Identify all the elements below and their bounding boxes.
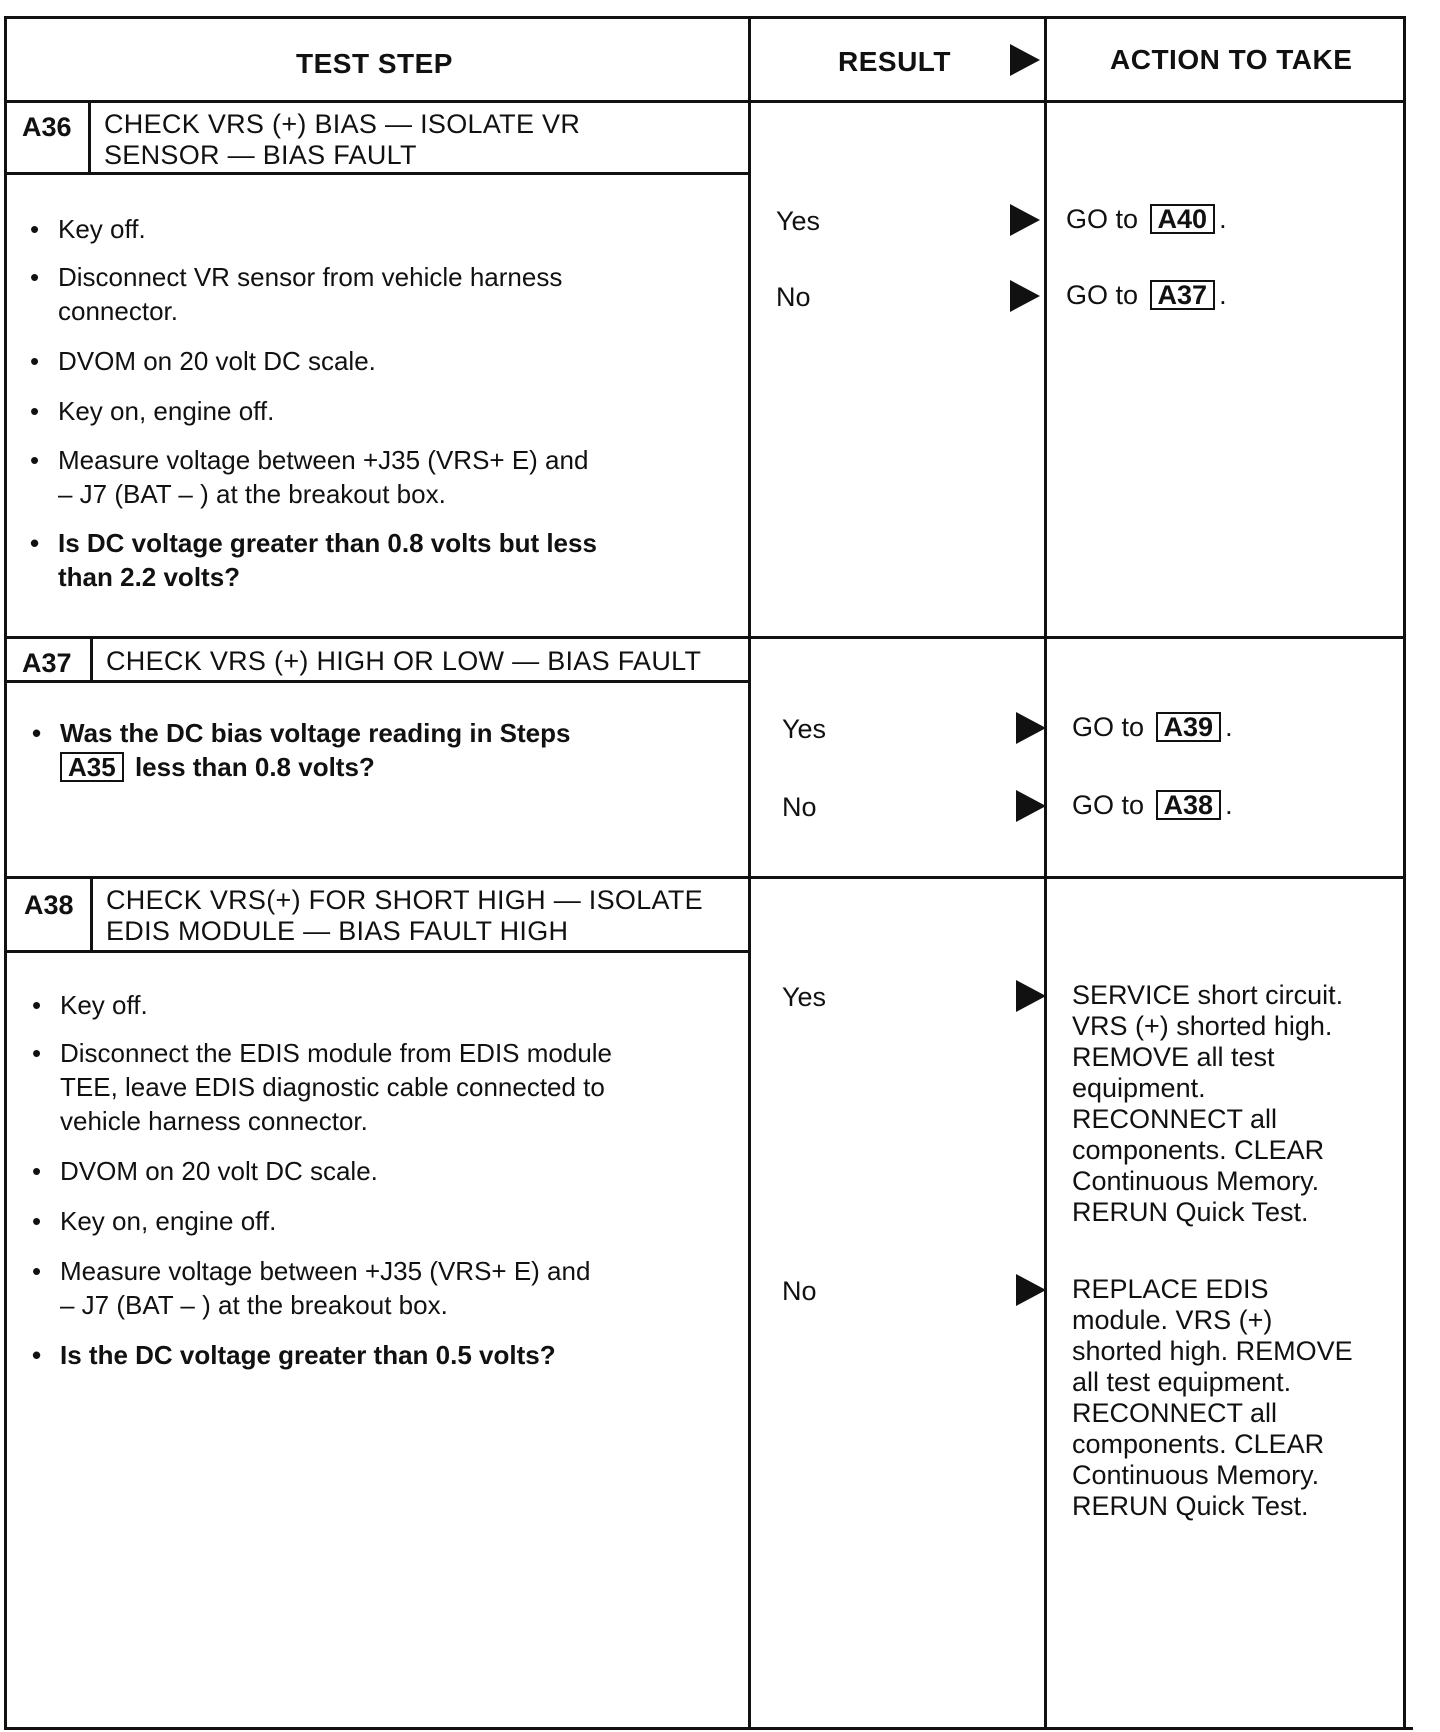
a37-section-bottom	[4, 876, 1406, 879]
result-no-a36: No	[776, 282, 811, 312]
header-test-step: TEST STEP	[296, 48, 453, 79]
step-ref-a35[interactable]: A35	[60, 752, 124, 782]
table-right-border	[1403, 16, 1406, 1730]
action-a38-no: REPLACE EDIS module. VRS (+) shorted high. REMOVE all test equipment. RECONNECT all components. CLEAR Continuous Memory. RERUN Quick Test.	[1072, 1274, 1353, 1521]
step-title-line: EDIS MODULE — BIAS FAULT HIGH	[106, 916, 569, 946]
bullet-dvom-scale: • DVOM on 20 volt DC scale.	[58, 344, 376, 378]
step-title-line: CHECK VRS(+) FOR SHORT HIGH — ISOLATE	[106, 885, 703, 915]
table-bottom-border	[4, 1727, 1413, 1730]
step-id-a38: A38	[24, 890, 74, 920]
bullet-disconnect-vr: • Disconnect VR sensor from vehicle harness connector.	[58, 260, 562, 328]
a37-id-divider	[90, 636, 93, 682]
a37-title-bottom	[4, 680, 748, 683]
table-top-border	[4, 16, 1406, 19]
step-ref-a37[interactable]: A37	[1150, 280, 1216, 310]
action-a36-no: GO to A37 .	[1066, 280, 1227, 310]
bullet-question-a37: • Was the DC bias voltage reading in Steps A35 less than 0.8 volts?	[60, 716, 570, 784]
bullet-key-on: • Key on, engine off.	[60, 1204, 276, 1238]
step-ref-a38[interactable]: A38	[1156, 790, 1222, 820]
bullet-key-on: • Key on, engine off.	[58, 394, 274, 428]
bullet-key-off: • Key off.	[58, 212, 146, 246]
result-arrow-icon	[1016, 712, 1046, 744]
result-arrow-icon	[1016, 1274, 1046, 1306]
step-title-a36	[104, 109, 580, 171]
a36-title-bottom	[4, 172, 748, 175]
step-title-a37	[106, 646, 701, 677]
action-a37-no: GO to A38 .	[1072, 790, 1233, 820]
result-yes-a37: Yes	[782, 714, 827, 744]
bullet-disconnect-edis: • Disconnect the EDIS module from EDIS module TEE, leave EDIS diagnostic cable connected to vehicle harness connector.	[60, 1036, 612, 1138]
action-a36-yes: GO to A40 .	[1066, 204, 1227, 234]
header-action: ACTION TO TAKE	[1110, 44, 1353, 75]
result-arrow-icon	[1010, 280, 1040, 312]
step-ref-a39[interactable]: A39	[1156, 712, 1222, 742]
result-no-a37: No	[782, 792, 817, 822]
bullet-question-a36: • Is DC voltage greater than 0.8 volts but less than 2.2 volts?	[58, 526, 597, 594]
result-yes-a38: Yes	[782, 982, 827, 1012]
result-arrow-icon	[1016, 790, 1046, 822]
step-id-a36: A36	[22, 112, 72, 142]
column-divider-action	[1044, 16, 1047, 1730]
step-title-line: CHECK VRS (+) BIAS — ISOLATE VR	[104, 109, 581, 139]
step-title-line: SENSOR — BIAS FAULT	[104, 140, 417, 170]
a36-section-bottom	[4, 636, 1406, 639]
bullet-measure-voltage: • Measure voltage between +J35 (VRS+ E) and – J7 (BAT – ) at the breakout box.	[58, 443, 588, 511]
result-no-a38: No	[782, 1276, 817, 1306]
bullet-measure-voltage: • Measure voltage between +J35 (VRS+ E) and – J7 (BAT – ) at the breakout box.	[60, 1254, 590, 1322]
step-id-a37: A37	[22, 648, 72, 678]
step-title-line: CHECK VRS (+) HIGH OR LOW — BIAS FAULT	[106, 646, 702, 676]
result-arrow-icon	[1016, 980, 1046, 1012]
header-result: RESULT	[838, 46, 951, 77]
step-ref-a40[interactable]: A40	[1150, 204, 1216, 234]
step-title-a38	[106, 885, 703, 947]
column-divider-result	[748, 16, 751, 1730]
table-left-border	[4, 16, 7, 1730]
action-a38-yes: SERVICE short circuit. VRS (+) shorted high. REMOVE all test equipment. RECONNECT all components. CLEAR Continuous Memory. RERUN Quick Test.	[1072, 980, 1344, 1227]
header-arrow-icon	[1010, 44, 1040, 76]
a36-id-divider	[88, 100, 91, 174]
bullet-dvom-scale: • DVOM on 20 volt DC scale.	[60, 1154, 378, 1188]
result-yes-a36: Yes	[776, 206, 821, 236]
bullet-key-off: • Key off.	[60, 988, 148, 1022]
action-a37-yes: GO to A39 .	[1072, 712, 1233, 742]
a38-id-divider	[90, 876, 93, 952]
bullet-question-a38: • Is the DC voltage greater than 0.5 volts?	[60, 1338, 556, 1372]
a38-title-bottom	[4, 950, 748, 953]
header-bottom-border	[4, 100, 1406, 103]
result-arrow-icon	[1010, 204, 1040, 236]
